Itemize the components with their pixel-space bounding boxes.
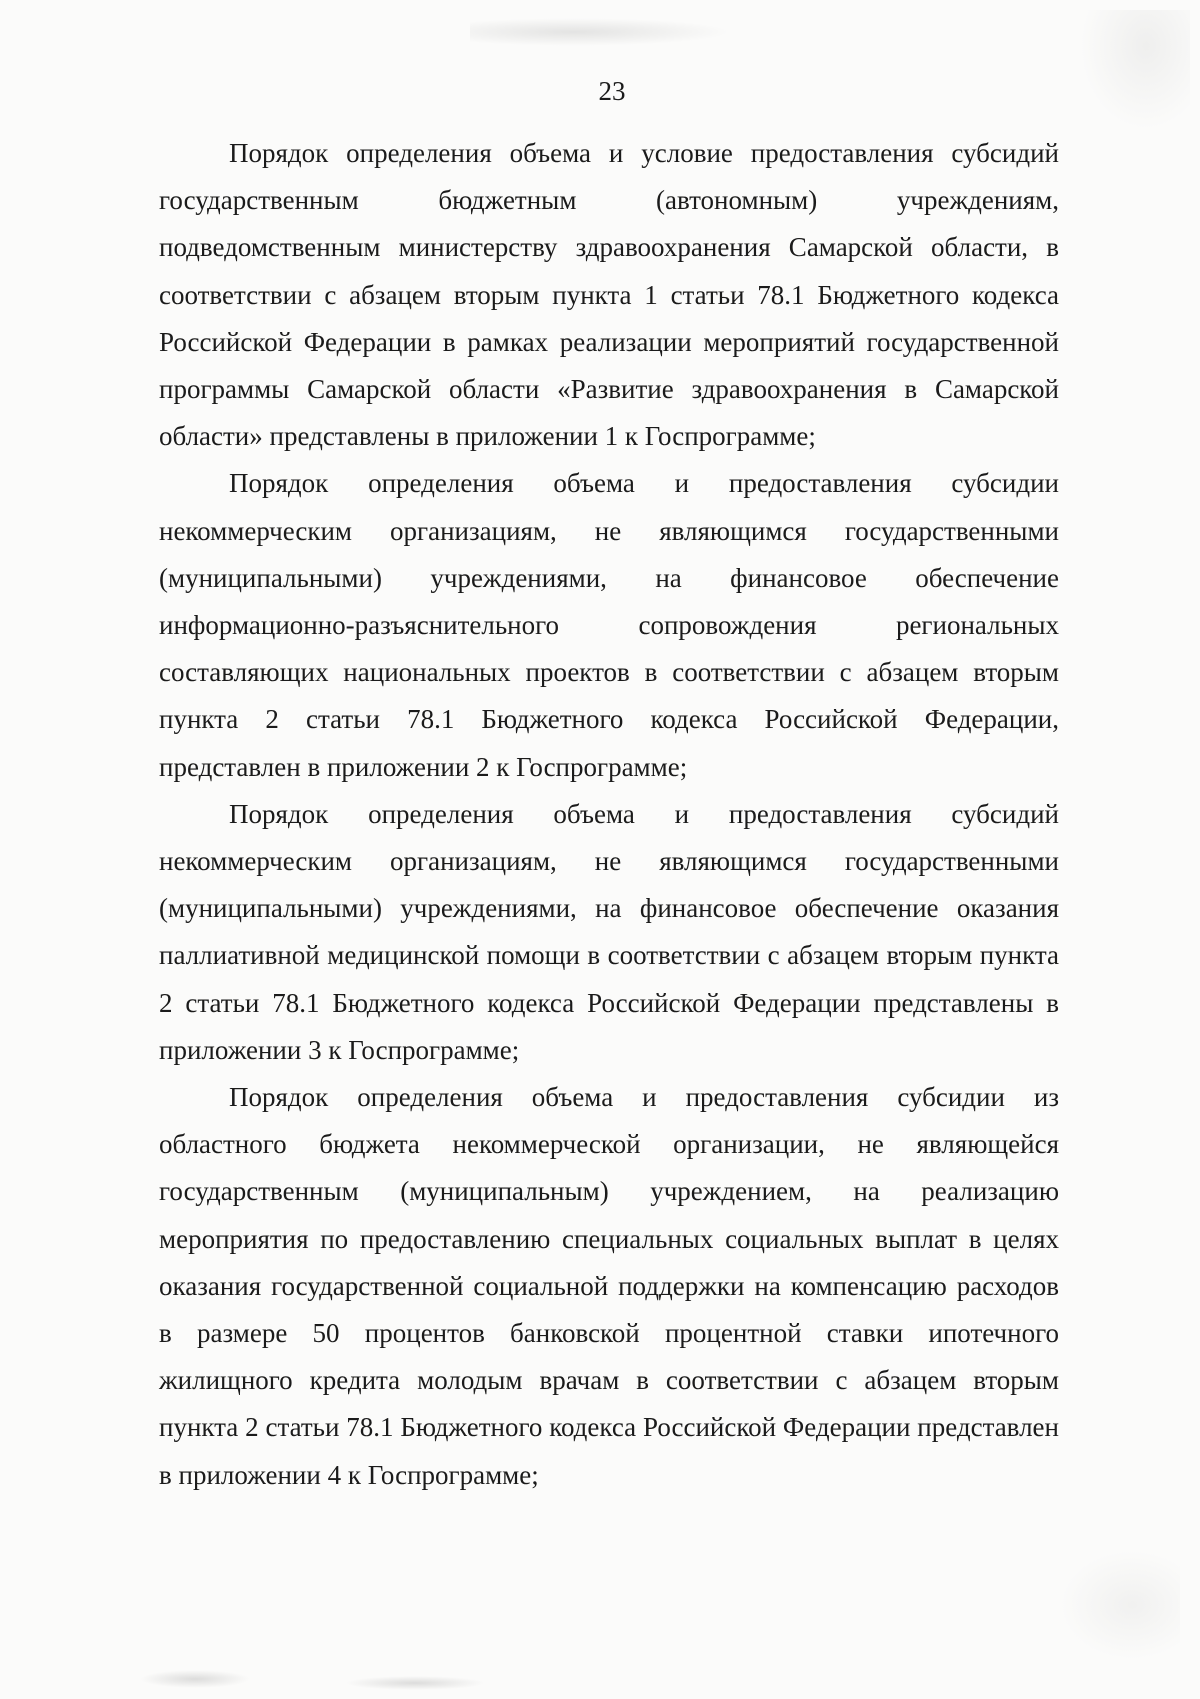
paragraph-subsidies-budget-institutions: Порядок определения объема и условие предоставления субсидий государственным бюджетным (автономным) учреждениям, подведомственным министерству здравоохранения Самарской области, в соответствии с абзацем вторым пункта 1 статьи 78.1 Бюджетного кодекса Российской Федерации в рамках реализации мероприятий государственной программы Самарской области «Развитие здравоохранения в Самарской области» представлены в приложении 1 к Госпрограмме;: [159, 138, 1059, 452]
paragraph-subsidies-palliative-care: Порядок определения объема и предоставления субсидий некоммерческим организациям, не являющимся государственными (муниципальными) учреждениями, на финансовое обеспечение оказания паллиативной медицинской помощи в соответствии с абзацем вторым пункта 2 статьи 78.1 Бюджетного кодекса Российской Федерации представлены в приложении 3 к Госпрограмме;: [159, 798, 1059, 1065]
paragraph-subsidy-young-doctors-mortgage: Порядок определения объема и предоставления субсидии из областного бюджета некоммерческой организации, не являющейся государственным (муниципальным) учреждением, на реализацию мероприятия по предоставлению специальных социальных выплат в целях оказания государственной социальной поддержки на компенсацию расходов в размере 50 процентов банковской процентной ставки ипотечного жилищного кредита молодым врачам в соответствии с абзацем вторым пункта 2 статьи 78.1 Бюджетного кодекса Российской Федерации представлен в приложении 4 к Госпрограмме;: [159, 1082, 1059, 1490]
scan-artifact-bottom-left: [140, 1670, 250, 1688]
paragraph-subsidy-information-support: Порядок определения объема и предоставления субсидии некоммерческим организациям, не являющимся государственными (муниципальными) учреждениями, на финансовое обеспечение информационно-разъяснительного сопровождения региональных составляющих национальных проектов в соответствии с абзацем вторым пункта 2 статьи 78.1 Бюджетного кодекса Российской Федерации, представлен в приложении 2 к Госпрограмме;: [159, 468, 1059, 782]
page-number: 23: [598, 76, 626, 106]
scan-artifact-top: [470, 18, 730, 46]
scan-artifact-bottom-middle: [345, 1676, 485, 1690]
document-body: [159, 130, 1059, 1499]
scan-artifact-top-right: [1080, 10, 1190, 130]
scan-artifact-bottom-right: [1060, 1550, 1180, 1660]
